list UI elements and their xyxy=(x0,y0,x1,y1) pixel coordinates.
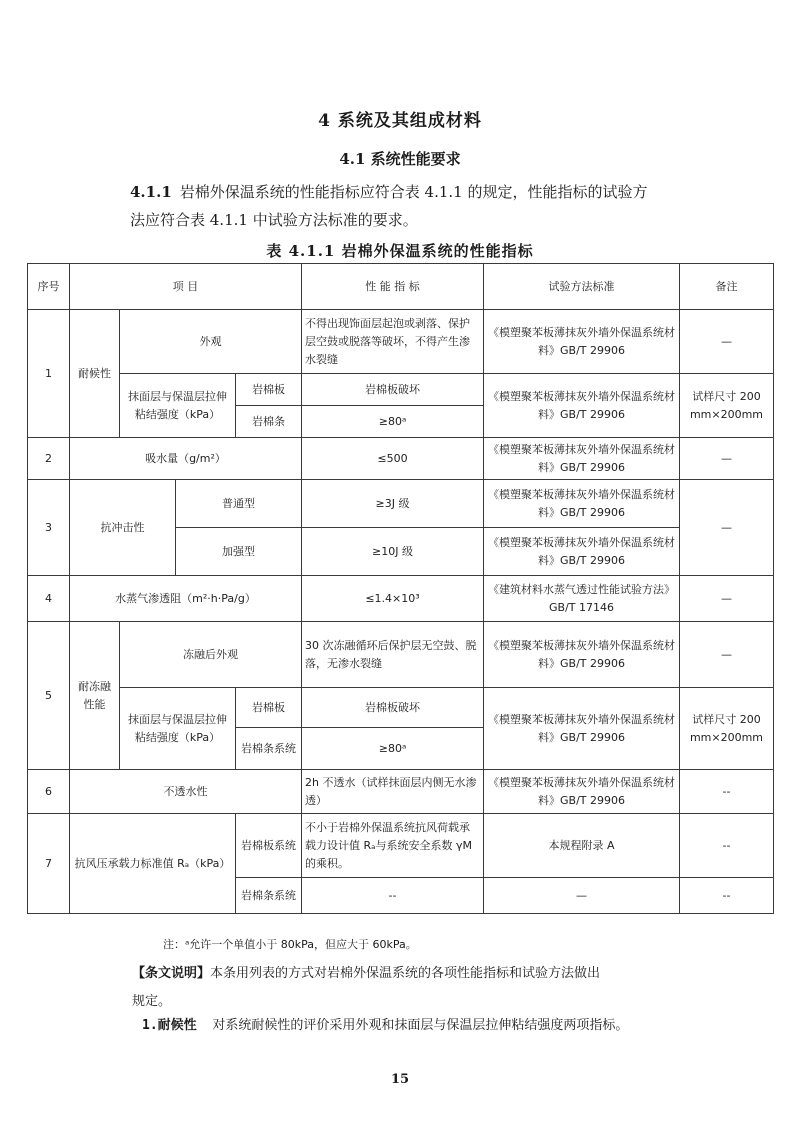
cell-method: 《模塑聚苯板薄抹灰外墙外保温系统材料》GB/T 29906 xyxy=(484,374,680,438)
explanation-item xyxy=(142,1016,687,1036)
cell-subitem: 岩棉板系统 xyxy=(236,814,302,878)
explanation-item-title: 1.耐候性 xyxy=(142,1018,197,1033)
table-row xyxy=(28,310,774,374)
cell-item: 抗冲击性 xyxy=(70,480,176,576)
cell-item: 抹面层与保温层拉伸粘结强度（kPa） xyxy=(120,374,236,438)
header-method: 试验方法标准 xyxy=(484,264,680,310)
chapter-title: 4 系统及其组成材料 xyxy=(318,111,482,131)
header-item: 项 目 xyxy=(70,264,302,310)
section-title: 4.1 系统性能要求 xyxy=(339,150,461,168)
cell-subitem: 加强型 xyxy=(176,528,302,576)
table-row xyxy=(28,374,774,406)
explanation-paragraph xyxy=(132,960,677,1016)
cell-remark: — xyxy=(680,576,774,622)
cell-subitem: 岩棉条系统 xyxy=(236,878,302,914)
cell-index: -- xyxy=(302,878,484,914)
cell-subitem: 岩棉板 xyxy=(236,374,302,406)
cell-item: 外观 xyxy=(120,310,302,374)
cell-index: 岩棉板破坏 xyxy=(302,374,484,406)
table-header-row xyxy=(28,264,774,310)
cell-index: ≥3J 级 xyxy=(302,480,484,528)
table-row xyxy=(28,814,774,878)
clause-paragraph xyxy=(130,178,675,234)
explanation-tag: 【条文说明】 xyxy=(132,966,211,981)
table-row xyxy=(28,622,774,688)
table-note: 注：ᵃ允许一个单值小于 80kPa，但应大于 60kPa。 xyxy=(163,938,417,951)
cell-remark: — xyxy=(680,438,774,480)
cell-remark: -- xyxy=(680,770,774,814)
cell-remark: -- xyxy=(680,878,774,914)
cell-method: 《模塑聚苯板薄抹灰外墙外保温系统材料》GB/T 29906 xyxy=(484,310,680,374)
cell-no: 1 xyxy=(28,310,70,438)
explanation-text1: 本条用列表的方式对岩棉外保温系统的各项性能指标和试验方法做出 xyxy=(210,966,601,981)
cell-subitem: 普通型 xyxy=(176,480,302,528)
page-number: 15 xyxy=(390,1072,410,1087)
cell-index: 不小于岩棉外保温系统抗风荷载承载力设计值 Rₐ与系统安全系数 γM 的乘积。 xyxy=(302,814,484,878)
cell-item: 不透水性 xyxy=(70,770,302,814)
cell-remark: — xyxy=(680,480,774,576)
clause-line2: 法应符合表 4.1.1 中试验方法标准的要求。 xyxy=(130,211,418,229)
cell-index: ≤500 xyxy=(302,438,484,480)
cell-method: 《模塑聚苯板薄抹灰外墙外保温系统材料》GB/T 29906 xyxy=(484,528,680,576)
cell-item: 抗风压承载力标准值 Rₐ（kPa） xyxy=(70,814,236,914)
clause-line1: 岩棉外保温系统的性能指标应符合表 4.1.1 的规定，性能指标的试验方 xyxy=(179,183,648,201)
cell-item: 水蒸气渗透阻（m²·h·Pa/g） xyxy=(70,576,302,622)
cell-no: 3 xyxy=(28,480,70,576)
cell-remark: 试样尺寸 200 mm×200mm xyxy=(680,374,774,438)
table-caption: 表 4.1.1 岩棉外保温系统的性能指标 xyxy=(266,242,534,260)
header-remark: 备注 xyxy=(680,264,774,310)
cell-index: ≤1.4×10³ xyxy=(302,576,484,622)
cell-method: 《模塑聚苯板薄抹灰外墙外保温系统材料》GB/T 29906 xyxy=(484,480,680,528)
cell-method: 《模塑聚苯板薄抹灰外墙外保温系统材料》GB/T 29906 xyxy=(484,688,680,770)
cell-remark: -- xyxy=(680,814,774,878)
performance-table xyxy=(27,263,774,914)
cell-no: 6 xyxy=(28,770,70,814)
explanation-text2: 规定。 xyxy=(132,994,172,1009)
cell-index: ≥10J 级 xyxy=(302,528,484,576)
cell-index: ≥80ᵃ xyxy=(302,406,484,438)
table-row xyxy=(28,438,774,480)
cell-index: ≥80ᵃ xyxy=(302,728,484,770)
cell-remark: 试样尺寸 200 mm×200mm xyxy=(680,688,774,770)
table-row xyxy=(28,480,774,528)
cell-method: — xyxy=(484,878,680,914)
cell-item: 抹面层与保温层拉伸粘结强度（kPa） xyxy=(120,688,236,770)
cell-method: 《模塑聚苯板薄抹灰外墙外保温系统材料》GB/T 29906 xyxy=(484,622,680,688)
header-no: 序号 xyxy=(28,264,70,310)
cell-method: 《建筑材料水蒸气透过性能试验方法》GB/T 17146 xyxy=(484,576,680,622)
cell-subitem: 岩棉条系统 xyxy=(236,728,302,770)
cell-no: 5 xyxy=(28,622,70,770)
cell-method: 本规程附录 A xyxy=(484,814,680,878)
cell-method: 《模塑聚苯板薄抹灰外墙外保温系统材料》GB/T 29906 xyxy=(484,770,680,814)
cell-remark: — xyxy=(680,622,774,688)
header-index: 性 能 指 标 xyxy=(302,264,484,310)
table-row xyxy=(28,576,774,622)
cell-no: 4 xyxy=(28,576,70,622)
table-row xyxy=(28,770,774,814)
cell-group: 耐冻融性能 xyxy=(70,622,120,770)
cell-index: 岩棉板破坏 xyxy=(302,688,484,728)
cell-no: 7 xyxy=(28,814,70,914)
cell-method: 《模塑聚苯板薄抹灰外墙外保温系统材料》GB/T 29906 xyxy=(484,438,680,480)
cell-subitem: 岩棉条 xyxy=(236,406,302,438)
cell-no: 2 xyxy=(28,438,70,480)
cell-remark: — xyxy=(680,310,774,374)
clause-number: 4.1.1 xyxy=(130,183,172,201)
table-row xyxy=(28,688,774,728)
explanation-item-text: 对系统耐候性的评价采用外观和抹面层与保温层拉伸粘结强度两项指标。 xyxy=(212,1018,629,1033)
cell-group: 耐候性 xyxy=(70,310,120,438)
cell-index: 30 次冻融循环后保护层无空鼓、脱落，无渗水裂缝 xyxy=(302,622,484,688)
cell-item: 冻融后外观 xyxy=(120,622,302,688)
cell-subitem: 岩棉板 xyxy=(236,688,302,728)
cell-index: 不得出现饰面层起泡或剥落、保护层空鼓或脱落等破坏，不得产生渗水裂缝 xyxy=(302,310,484,374)
cell-index: 2h 不透水（试样抹面层内侧无水渗透） xyxy=(302,770,484,814)
cell-item: 吸水量（g/m²） xyxy=(70,438,302,480)
